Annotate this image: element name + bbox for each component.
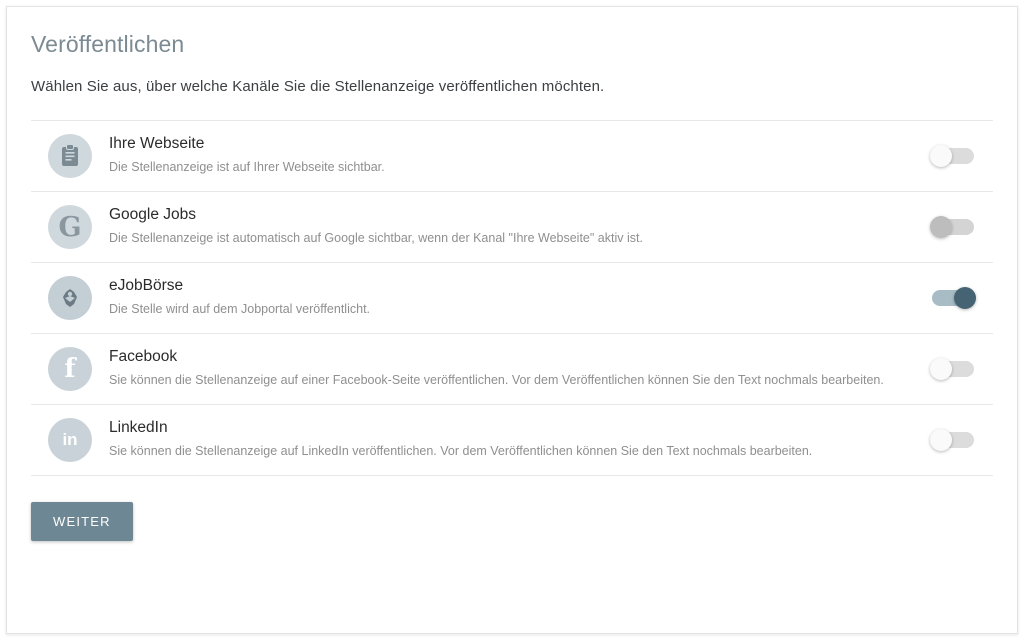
linkedin-icon: in (48, 418, 92, 462)
channel-icon-wrap (31, 347, 109, 391)
toggle-knob (930, 429, 952, 451)
toggle-knob (930, 358, 952, 380)
channel-row-website (31, 121, 993, 192)
channel-text (109, 135, 913, 176)
channel-name: eJobBörse (109, 277, 184, 295)
channel-name: LinkedIn (109, 419, 168, 437)
channel-icon-wrap (31, 276, 109, 320)
eagle-crest-icon (48, 276, 92, 320)
toggle-knob (930, 216, 952, 238)
channel-text (109, 277, 913, 318)
clipboard-icon (48, 134, 92, 178)
channel-description: Sie können die Stellenanzeige auf LinkedIn veröffentlichen. Vor dem Veröffentlichen können Sie den Text nochmals bearbeiten. (109, 444, 813, 459)
channel-toggle-wrap (913, 361, 993, 377)
channel-text (109, 206, 913, 247)
channel-icon-wrap (31, 418, 109, 462)
channel-row-linkedin (31, 405, 993, 476)
channel-text (109, 348, 913, 389)
channel-toggle-wrap (913, 219, 993, 235)
facebook-icon: f (48, 347, 92, 391)
google-icon: G (48, 205, 92, 249)
channel-description: Die Stellenanzeige ist auf Ihrer Webseite sichtbar. (109, 160, 385, 175)
channel-description: Die Stelle wird auf dem Jobportal veröffentlicht. (109, 302, 371, 317)
channel-row-google-jobs (31, 192, 993, 263)
channel-row-ejobboerse (31, 263, 993, 334)
toggle-knob (930, 145, 952, 167)
channel-text (109, 419, 913, 460)
channel-description: Die Stellenanzeige ist automatisch auf Google sichtbar, wenn der Kanal "Ihre Webseite" aktiv ist. (109, 231, 643, 246)
channel-name: Ihre Webseite (109, 135, 205, 153)
publish-panel (6, 6, 1018, 634)
channel-list (31, 120, 993, 476)
channel-icon-wrap (31, 134, 109, 178)
channel-toggle-wrap (913, 290, 993, 306)
toggle-website[interactable] (932, 148, 974, 164)
footer (31, 502, 1017, 541)
toggle-ejobboerse[interactable] (932, 290, 974, 306)
channel-row-facebook (31, 334, 993, 405)
page-subtitle: Wählen Sie aus, über welche Kanäle Sie die Stellenanzeige veröffentlichen möchten. (31, 78, 605, 95)
channel-name: Facebook (109, 348, 178, 366)
channel-name: Google Jobs (109, 206, 197, 224)
channel-toggle-wrap (913, 432, 993, 448)
channel-toggle-wrap (913, 148, 993, 164)
toggle-linkedin[interactable] (932, 432, 974, 448)
channel-description: Sie können die Stellenanzeige auf einer Facebook-Seite veröffentlichen. Vor dem Veröffentlichen können Sie den Text nochmals bearbeiten. (109, 373, 884, 388)
page-title: Veröffentlichen (31, 31, 185, 57)
toggle-facebook[interactable] (932, 361, 974, 377)
channel-icon-wrap (31, 205, 109, 249)
toggle-knob (954, 287, 976, 309)
next-button[interactable]: WEITER (31, 502, 133, 541)
toggle-google-jobs (932, 219, 974, 235)
